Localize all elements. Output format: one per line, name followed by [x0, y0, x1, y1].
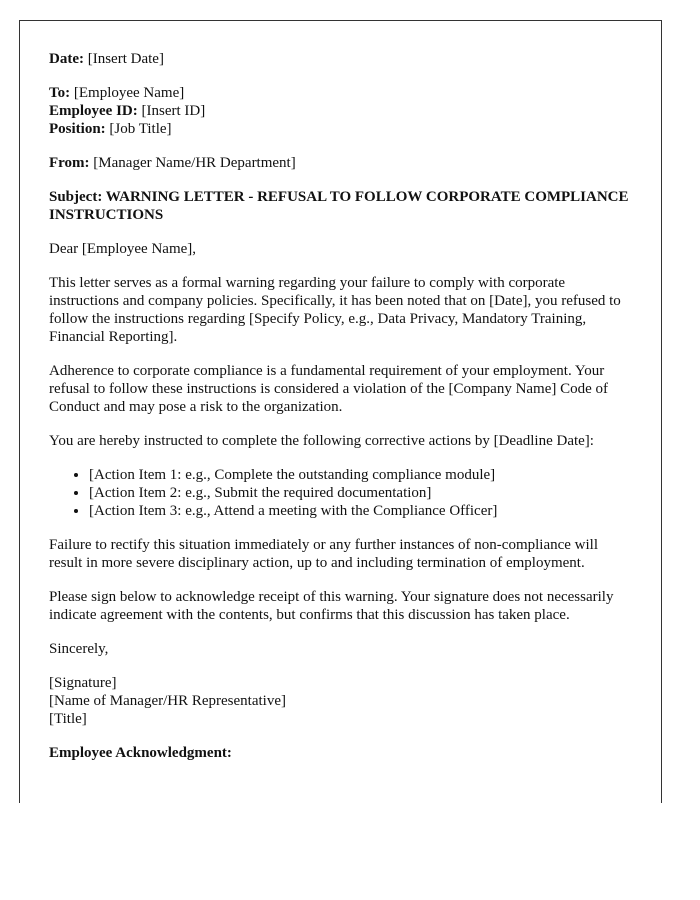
paragraph: Please sign below to acknowledge receipt of this warning. Your signature does not necessarily indicate agreement with the contents, but confirms that this discussion has taken place.	[49, 589, 614, 623]
action-list	[49, 466, 632, 520]
action-item: • [Action Item 2: e.g., Submit the required documentation]	[89, 484, 632, 502]
action-item: • [Action Item 1: e.g., Complete the outstanding compliance module]	[89, 466, 632, 484]
paragraph: Failure to rectify this situation immediately or any further instances of non-compliance will result in more severe disciplinary action, up to and including termination of employment.	[49, 537, 599, 571]
salutation: Dear [Employee Name],	[49, 241, 197, 257]
letter-page	[19, 20, 662, 803]
date-line: Date: [Insert Date]	[49, 51, 164, 67]
paragraph: Adherence to corporate compliance is a fundamental requirement of your employment. Your refusal to follow these instructions is considered a violation of the [Company Name] Code of Conduct and may pose a risk to the organization.	[49, 363, 609, 415]
acknowledgment-heading: Employee Acknowledgment:	[49, 745, 232, 761]
paragraph: This letter serves as a formal warning regarding your failure to comply with corporate instructions and company policies. Specifically, it has been noted that on [Date], you refused to follow the instructions regarding [Specify Policy, e.g., Data Privacy, Mandatory Training, Financial Reporting].	[49, 275, 621, 345]
subject-line: Subject: WARNING LETTER - REFUSAL TO FOLLOW CORPORATE COMPLIANCE INSTRUCTIONS	[49, 189, 629, 223]
action-item: • [Action Item 3: e.g., Attend a meeting with the Compliance Officer]	[89, 502, 632, 520]
sign-off: Sincerely,	[49, 641, 109, 657]
signature-block: [Signature] [Name of Manager/HR Representative] [Title]	[49, 675, 286, 727]
paragraph: You are hereby instructed to complete the following corrective actions by [Deadline Date]:	[49, 433, 594, 449]
from-line: From: [Manager Name/HR Department]	[49, 155, 296, 171]
recipient-block: To: [Employee Name] Employee ID: [Insert ID] Position: [Job Title]	[49, 85, 206, 137]
